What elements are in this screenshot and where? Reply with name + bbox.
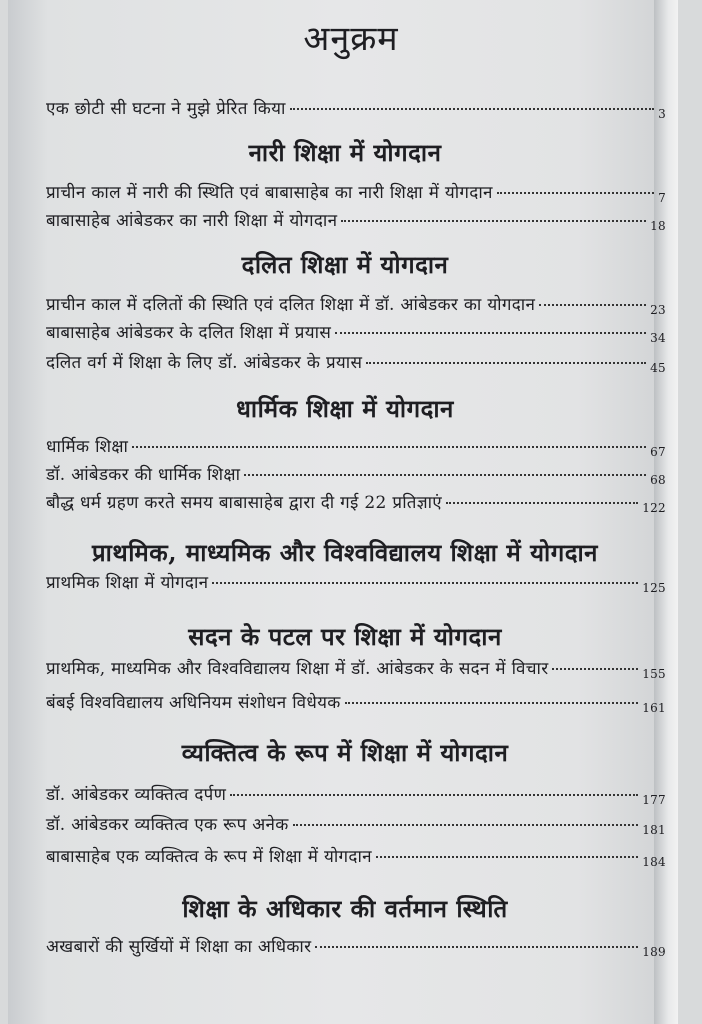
dot-leader	[230, 794, 638, 796]
page-title: अनुक्रम	[303, 19, 399, 59]
toc-entry-text: डॉ. आंबेडकर व्यक्तित्व एक रूप अनेक	[46, 815, 289, 835]
section-heading: दलित शिक्षा में योगदान	[241, 250, 449, 279]
toc-entry	[46, 812, 666, 838]
dot-leader	[376, 856, 638, 858]
dot-leader	[366, 362, 646, 364]
toc-entry-text: बौद्ध धर्म ग्रहण करते समय बाबासाहेब द्वारा दी गई 22 प्रतिज्ञाएं	[46, 493, 443, 513]
toc-page-number: 184	[642, 855, 666, 869]
toc-page-number: 3	[658, 107, 666, 121]
section-heading: धार्मिक शिक्षा में योगदान	[236, 394, 454, 423]
toc-entry-text: प्राचीन काल में दलितों की स्थिति एवं दलित शिक्षा में डॉ. आंबेडकर का योगदान	[46, 295, 536, 315]
toc-entry-text: अखबारों की सुर्खियों में शिक्षा का अधिकार	[46, 937, 312, 957]
dot-leader	[290, 108, 654, 110]
dot-leader	[293, 824, 639, 826]
toc-page-number: 45	[650, 361, 666, 375]
toc-entry-text: धार्मिक शिक्षा	[46, 437, 129, 457]
dot-leader	[244, 474, 646, 476]
toc-entry	[46, 320, 666, 346]
toc-entry	[46, 844, 666, 870]
dot-leader	[446, 502, 638, 504]
dot-leader	[132, 446, 646, 448]
toc-page-number: 34	[650, 331, 666, 345]
toc-page-number: 68	[650, 473, 666, 487]
toc-entry	[46, 570, 666, 596]
dot-leader	[315, 946, 638, 948]
toc-entry-text: बाबासाहेब आंबेडकर का नारी शिक्षा में योगदान	[46, 211, 338, 231]
toc-page-number: 181	[642, 823, 666, 837]
toc-entry-text: प्राथमिक शिक्षा में योगदान	[46, 573, 209, 593]
toc-entry	[46, 656, 666, 682]
toc-entry-text: बंबई विश्वविद्यालय अधिनियम संशोधन विधेयक	[46, 693, 341, 713]
dot-leader	[539, 304, 646, 306]
toc-page-number: 122	[642, 501, 666, 515]
toc-page-number: 125	[642, 581, 666, 595]
toc-entry-text: एक छोटी सी घटना ने मुझे प्रेरित किया	[46, 99, 286, 119]
dot-leader	[552, 668, 638, 670]
toc-entry	[46, 292, 666, 318]
toc-entry-intro	[46, 96, 666, 122]
dot-leader	[212, 582, 638, 584]
toc-page-number: 23	[650, 303, 666, 317]
toc-entry	[46, 934, 666, 960]
toc-entry	[46, 434, 666, 460]
toc-entry-text: डॉ. आंबेडकर की धार्मिक शिक्षा	[46, 465, 241, 485]
section-heading: शिक्षा के अधिकार की वर्तमान स्थिति	[182, 894, 508, 923]
section-heading: प्राथमिक, माध्यमिक और विश्वविद्यालय शिक्षा में योगदान	[91, 538, 598, 567]
toc-entry	[46, 690, 666, 716]
dot-leader	[497, 192, 654, 194]
toc-page-number: 189	[642, 945, 666, 959]
toc-page-number: 161	[642, 701, 666, 715]
toc-entry	[46, 208, 666, 234]
section-heading: सदन के पटल पर शिक्षा में योगदान	[188, 622, 502, 651]
toc-entry	[46, 180, 666, 206]
toc-entry	[46, 462, 666, 488]
toc-page-number: 18	[650, 219, 666, 233]
toc-page-number: 67	[650, 445, 666, 459]
toc-entry	[46, 782, 666, 808]
toc-entry	[46, 350, 666, 376]
toc-entry-text: बाबासाहेब आंबेडकर के दलित शिक्षा में प्रयास	[46, 323, 332, 343]
toc-entry-text: दलित वर्ग में शिक्षा के लिए डॉ. आंबेडकर के प्रयास	[46, 353, 363, 373]
dot-leader	[341, 220, 646, 222]
dot-leader	[345, 702, 639, 704]
section-heading: नारी शिक्षा में योगदान	[248, 138, 442, 167]
toc-entry-text: प्राचीन काल में नारी की स्थिति एवं बाबासाहेब का नारी शिक्षा में योगदान	[46, 183, 493, 203]
toc-entry-text: प्राथमिक, माध्यमिक और विश्वविद्यालय शिक्षा में डॉ. आंबेडकर के सदन में विचार	[46, 659, 549, 679]
toc-entry-text: डॉ. आंबेडकर व्यक्तित्व दर्पण	[46, 785, 227, 805]
toc-page-number: 155	[642, 667, 666, 681]
toc-entry	[46, 490, 666, 516]
toc-page-number: 7	[658, 191, 666, 205]
toc-page-number: 177	[642, 793, 666, 807]
toc-entry-text: बाबासाहेब एक व्यक्तित्व के रूप में शिक्षा में योगदान	[46, 847, 372, 867]
section-heading: व्यक्तित्व के रूप में शिक्षा में योगदान	[181, 738, 509, 767]
dot-leader	[335, 332, 646, 334]
